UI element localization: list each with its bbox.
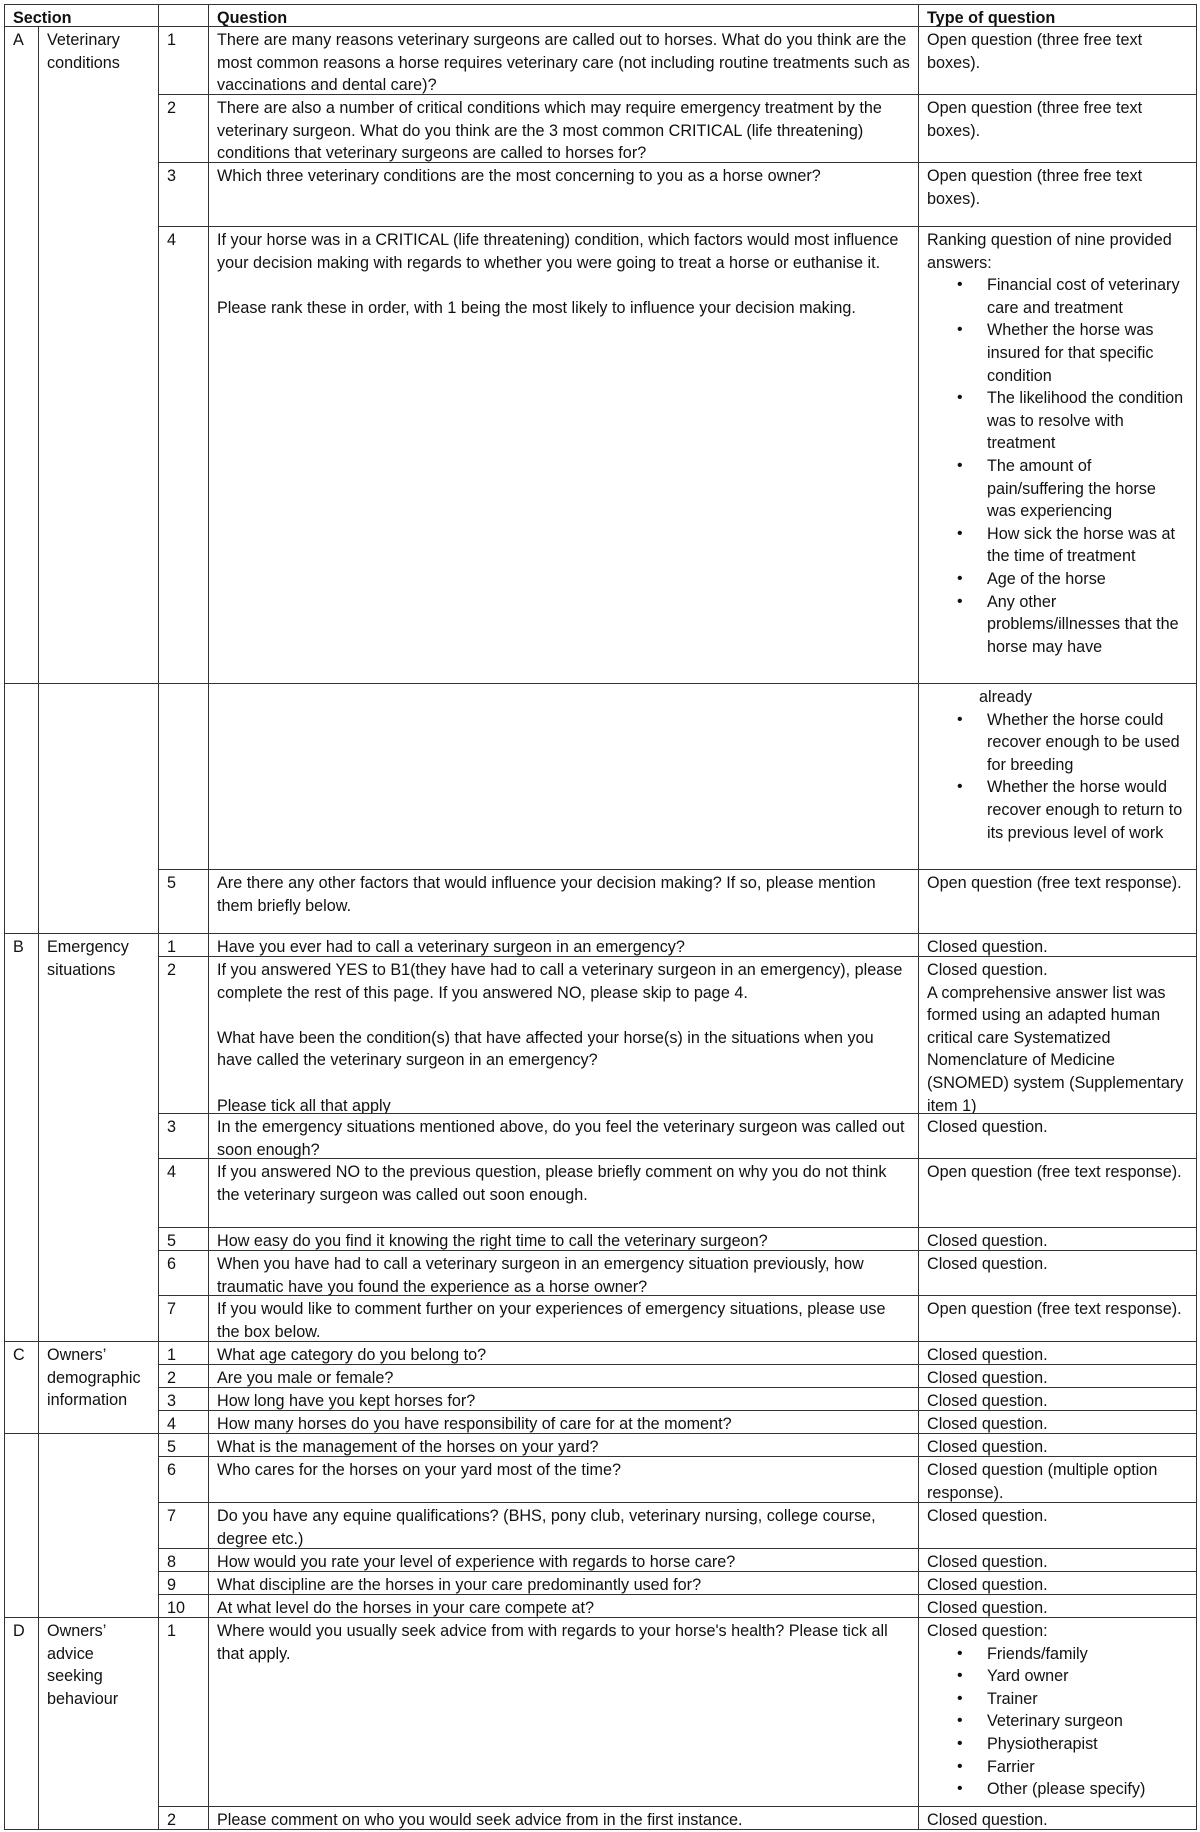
type-text: Closed question. [927,1255,1048,1273]
type-text: Closed question. [927,1415,1048,1433]
question-type [918,1250,1197,1296]
section-name: Emergency situations [38,933,159,1342]
question-number [158,683,209,870]
question-number: 5 [158,1227,209,1251]
header-number [158,4,209,27]
answer-option: • The amount of pain/suffering the horse was experiencing [987,455,1188,523]
answer-options-list [927,1643,1188,1801]
question-type [918,1227,1197,1251]
question-number: 4 [158,1158,209,1228]
answer-option: • Any other problems/illnesses that the horse may have [987,591,1188,659]
question-number: 5 [158,1433,209,1457]
question-number: 7 [158,1295,209,1342]
paragraph-gap [217,1072,910,1095]
type-text: Closed question (multiple option response). [927,1461,1158,1502]
question-paragraph: Do you have any equine qualifications? (BHS, pony club, veterinary nursing, college course, degree etc.) [217,1507,876,1548]
question-paragraph: When you have had to call a veterinary surgeon in an emergency situation previously, how traumatic have you found the experience as a horse owner? [217,1255,864,1296]
type-text: Closed question: [927,1622,1048,1640]
question-text [208,1295,919,1342]
question-paragraph: Are there any other factors that would influence your decision making? If so, please mention them briefly below. [217,874,876,915]
question-number: 3 [158,162,209,227]
question-type [918,1594,1197,1618]
type-text: Closed question. [927,1232,1048,1250]
type-text: Closed question. [927,961,1048,979]
answer-option: • Veterinary surgeon [987,1710,1188,1733]
question-paragraph: Are you male or female? [217,1369,394,1387]
header-question: Question [208,4,919,27]
type-text: Closed question. [927,1118,1048,1136]
question-type [918,1502,1197,1549]
section-name: Veterinary conditions [38,26,159,684]
type-text: A comprehensive answer list was formed using an adapted human critical care Systematized Nomenclature of Medicine (SNOMED) system (Supplementary item 1) [927,983,1184,1114]
question-text [208,869,919,934]
question-text [208,94,919,163]
paragraph-gap [217,1004,910,1027]
answer-option: • Physiotherapist [987,1733,1188,1756]
question-text [208,1456,919,1503]
section-letter: D [4,1617,39,1830]
question-text [208,1113,919,1159]
answer-option: • Friends/family [987,1643,1188,1666]
question-type [918,94,1197,163]
section-name [38,1433,159,1618]
question-number: 2 [158,1364,209,1388]
question-number: 3 [158,1113,209,1159]
question-paragraph: If you answered YES to B1(they have had to call a veterinary surgeon in an emergency), please complete the rest of this page. If you answered NO, please skip to page 4. [217,961,903,1002]
question-paragraph: What discipline are the horses in your care predominantly used for? [217,1576,702,1594]
question-number: 5 [158,869,209,934]
question-paragraph: What age category do you belong to? [217,1346,487,1364]
question-text [208,1617,919,1807]
question-text [208,933,919,957]
section-letter: A [4,26,39,684]
section-letter [4,683,39,934]
question-type [918,226,1197,684]
question-type [918,1387,1197,1411]
question-paragraph: In the emergency situations mentioned above, do you feel the veterinary surgeon was called out soon enough? [217,1118,905,1159]
question-type [918,1548,1197,1572]
question-number: 2 [158,956,209,1114]
section-letter [4,1433,39,1618]
question-type [918,1617,1197,1807]
question-type [918,1295,1197,1342]
type-text: Closed question. [927,1576,1048,1594]
question-number: 4 [158,226,209,684]
question-paragraph: Have you ever had to call a veterinary surgeon in an emergency? [217,938,685,956]
type-text: Closed question. [927,1553,1048,1571]
question-number: 9 [158,1571,209,1595]
section-name: Owners’ advice seeking behaviour [38,1617,159,1830]
question-text [208,26,919,95]
question-type [918,1341,1197,1365]
question-paragraph: How would you rate your level of experience with regards to horse care? [217,1553,736,1571]
question-text [208,1341,919,1365]
question-type [918,1410,1197,1434]
question-type [918,1571,1197,1595]
answer-option: • Other (please specify) [987,1778,1188,1801]
question-number: 2 [158,94,209,163]
question-number: 1 [158,933,209,957]
question-type [918,933,1197,957]
type-text: Open question (three free text boxes). [927,31,1143,72]
question-text [208,683,919,870]
type-text: Closed question. [927,938,1048,956]
question-text [208,1433,919,1457]
question-type [918,869,1197,934]
question-paragraph: Who cares for the horses on your yard most of the time? [217,1461,621,1479]
answer-option: • Financial cost of veterinary care and treatment [987,274,1188,319]
question-text [208,1158,919,1228]
type-text: Ranking question of nine provided answers: [927,231,1172,272]
question-paragraph: If you answered NO to the previous question, please briefly comment on why you do not think the veterinary surgeon was called out soon enough. [217,1163,887,1204]
question-type [918,956,1197,1114]
answer-option: • Farrier [987,1756,1188,1779]
question-paragraph: Please comment on who you would seek advice from in the first instance. [217,1811,743,1829]
question-type [918,26,1197,95]
header-section: Section [4,4,159,27]
paragraph-gap [217,274,910,297]
question-paragraph: How many horses do you have responsibility of care for at the moment? [217,1415,732,1433]
answer-option: • Whether the horse would recover enough to return to its previous level of work [987,776,1188,844]
answer-option: • Age of the horse [987,568,1188,591]
question-number: 10 [158,1594,209,1618]
question-type [918,162,1197,227]
question-text [208,226,919,684]
header-type: Type of question [918,4,1197,27]
question-text [208,1410,919,1434]
type-text: Closed question. [927,1599,1048,1617]
question-text [208,956,919,1114]
question-text [208,1548,919,1572]
section-letter: B [4,933,39,1342]
question-paragraph: Where would you usually seek advice from with regards to your horse's health? Please tick all that apply. [217,1622,888,1663]
type-text: Open question (three free text boxes). [927,99,1143,140]
question-text [208,1571,919,1595]
type-text: Open question (free text response). [927,1300,1182,1318]
answer-option: • Whether the horse could recover enough to be used for breeding [987,709,1188,777]
answer-option: • The likelihood the condition was to resolve with treatment [987,387,1188,455]
question-number: 2 [158,1806,209,1830]
question-paragraph: Which three veterinary conditions are the most concerning to you as a horse owner? [217,167,821,185]
question-number: 6 [158,1250,209,1296]
question-paragraph: If you would like to comment further on your experiences of emergency situations, please use the box below. [217,1300,886,1341]
answer-options-list [927,274,1188,658]
type-text: Open question (free text response). [927,1163,1182,1181]
question-text [208,1594,919,1618]
answer-option: • Whether the horse was insured for that specific condition [987,319,1188,387]
question-type [918,1158,1197,1228]
question-type [918,683,1197,870]
section-name: Owners’ demographic information [38,1341,159,1434]
type-text: Open question (free text response). [927,874,1182,892]
section-letter: C [4,1341,39,1434]
answer-options-list [927,709,1188,845]
answer-option: • How sick the horse was at the time of treatment [987,523,1188,568]
question-type [918,1113,1197,1159]
type-text: Closed question. [927,1369,1048,1387]
question-paragraph: How easy do you find it knowing the right time to call the veterinary surgeon? [217,1232,768,1250]
question-number: 1 [158,26,209,95]
type-text: Closed question. [927,1507,1048,1525]
question-number: 7 [158,1502,209,1549]
question-paragraph: How long have you kept horses for? [217,1392,476,1410]
question-number: 3 [158,1387,209,1411]
question-type [918,1806,1197,1830]
question-paragraph: There are also a number of critical conditions which may require emergency treatment by the veterinary surgeon. What do you think are the 3 most common CRITICAL (life threatening) conditions that veterinary surgeons are called to horses for? [217,99,882,163]
question-type [918,1364,1197,1388]
type-text: Closed question. [927,1811,1048,1829]
question-paragraph: Please tick all that apply [217,1096,391,1114]
question-paragraph: If your horse was in a CRITICAL (life threatening) condition, which factors would most influence your decision making with regards to whether you were going to treat a horse or euthanise it. [217,231,899,272]
question-text [208,162,919,227]
question-number: 1 [158,1617,209,1807]
question-paragraph: At what level do the horses in your care compete at? [217,1599,595,1617]
question-text [208,1387,919,1411]
type-text: Open question (three free text boxes). [927,167,1143,208]
type-text: Closed question. [927,1438,1048,1456]
type-text: Closed question. [927,1346,1048,1364]
question-text [208,1502,919,1549]
question-number: 1 [158,1341,209,1365]
question-text [208,1227,919,1251]
question-paragraph: Please rank these in order, with 1 being the most likely to influence your decision making. [217,298,856,317]
question-number: 4 [158,1410,209,1434]
question-number: 8 [158,1548,209,1572]
question-text [208,1250,919,1296]
question-paragraph: What is the management of the horses on your yard? [217,1438,599,1456]
question-number: 6 [158,1456,209,1503]
answer-option: • Trainer [987,1688,1188,1711]
question-paragraph: What have been the condition(s) that have affected your horse(s) in the situations when you have called the veterinary surgeon in an emergency? [217,1028,874,1070]
answer-option: • Yard owner [987,1665,1188,1688]
question-type [918,1433,1197,1457]
type-text: Closed question. [927,1392,1048,1410]
question-text [208,1364,919,1388]
section-name [38,683,159,934]
bullet-continuation: already [979,688,1033,706]
question-paragraph: There are many reasons veterinary surgeons are called out to horses. What do you think are the most common reasons a horse requires veterinary care (not including routine treatments such as vaccinations and dental care)? [217,31,910,95]
question-type [918,1456,1197,1503]
question-text [208,1806,919,1830]
